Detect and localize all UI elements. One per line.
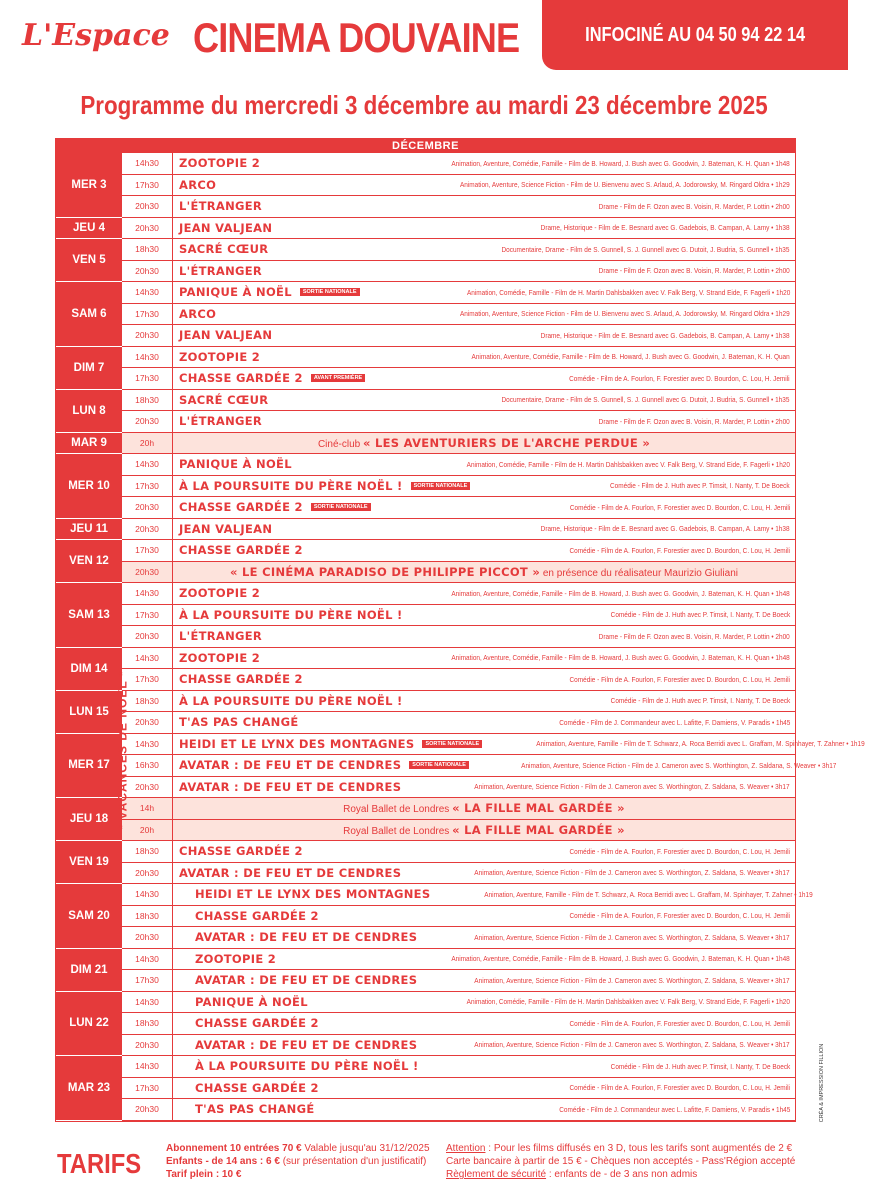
showtime: 18h30 [122,239,173,260]
film-info: Animation, Aventure, Science Fiction - Film de J. Cameron avec S. Worthington, Z. Saldana, S. Weaver • 3h17 [474,1040,790,1050]
showtime-row [122,1056,795,1078]
showtime-row [122,863,795,885]
film-title: L'ÉTRANGER [179,199,263,214]
film-title: À LA POURSUITE DU PÈRE NOËL ! [195,1059,419,1074]
carte-note: Carte bancaire à partir de 15 € - Chèques non acceptés - Pass'Région accepté [446,1156,796,1167]
film-title: JEAN VALJEAN [179,220,273,235]
special-event [173,801,795,815]
release-badge: SORTIE NATIONALE [422,740,482,748]
film-info: Drame - Film de F. Ozon avec B. Voisin, R. Marder, P. Lottin • 2h00 [598,631,790,641]
vacances-text: * VACANCES DE NOËL * [115,670,130,830]
film-info: Comédie - Film de J. Huth avec P. Timsit, I. Nanty, T. De Boeck [610,481,790,491]
film-info: Drame, Historique - Film de E. Besnard avec G. Gadebois, B. Campan, A. Lamy • 1h38 [540,330,790,340]
schedule-table [55,138,865,1122]
film-info: Documentaire, Drame - Film de S. Gunnell, S. J. Gunnell avec G. Dutoit, J. Budria, S. Gunnell • 1h35 [501,395,790,405]
film-title: AVATAR : DE FEU ET DE CENDRES [195,1037,418,1052]
showtime-row [122,218,795,240]
espace-logo-text: L'Espace [22,18,170,53]
day-label: MER 3 [56,153,122,218]
film-info: Comédie - Film de J. Commandeur avec L. Lafitte, F. Damiens, V. Paradis • 1h45 [558,1104,790,1114]
film-info: Comédie - Film de J. Huth avec P. Timsit, I. Nanty, T. De Boeck [610,696,790,706]
film-title: SACRÉ CŒUR [179,242,269,257]
film-title: T'AS PAS CHANGÉ [179,715,299,730]
special-event-prefix: Royal Ballet de Londres [343,825,453,837]
day-label: DIM 7 [56,347,122,390]
programme-title: Programme du mercredi 3 décembre au mardi 23 décembre 2025 [80,90,768,120]
film-title: T'AS PAS CHANGÉ [195,1102,315,1117]
showtime-row [122,347,795,369]
showtime-row [122,798,795,820]
film-info: Animation, Comédie, Famille - Film de H. Martin Dahlsbakken avec V. Falk Berg, V. Strand Eide, F. Fagerli • 1h20 [466,287,790,297]
showtime: 17h30 [122,970,173,991]
showtime-row [122,992,795,1014]
showtime: 17h30 [122,605,173,626]
showtime: 17h30 [122,540,173,561]
film-info: Animation, Aventure, Science Fiction - Film de J. Cameron avec S. Worthington, Z. Saldana, S. Weaver • 3h17 [521,760,837,770]
film-info: Animation, Aventure, Science Fiction - Film de U. Bienvenu avec S. Arlaud, A. Jodorowsky, M. Ringard Oldra • 1h29 [460,180,790,190]
release-badge: SORTIE NATIONALE [311,503,371,511]
showtime: 17h30 [122,304,173,325]
showtime: 14h30 [122,347,173,368]
showtime: 16h30 [122,755,173,776]
film-title: AVATAR : DE FEU ET DE CENDRES [195,930,418,945]
showtime-row [122,261,795,283]
film-title: HEIDI ET LE LYNX DES MONTAGNES [179,736,415,751]
film-info: Animation, Aventure, Famille - Film de T. Schwarz, A. Roca Berridi avec L. Graffam, M. Spinhayer, T. Zahner • 1h19 [484,889,814,899]
film-info: Drame - Film de F. Ozon avec B. Voisin, R. Marder, P. Lottin • 2h00 [598,201,790,211]
film-title: L'ÉTRANGER [179,263,263,278]
film-info: Comédie - Film de A. Fourlon, F. Forestier avec D. Bourdon, C. Lou, H. Jemili [569,373,790,383]
showtime: 14h30 [122,454,173,475]
showtime-row [122,755,837,777]
special-event-prefix: Royal Ballet de Londres [343,804,453,816]
showtime-row [122,1099,795,1121]
showtime-row [122,239,795,261]
showtime: 17h30 [122,175,173,196]
showtime-row [122,497,795,519]
film-info: Animation, Aventure, Comédie, Famille - Film de B. Howard, J. Bush avec G. Goodwin, J. Bateman, K. H. Quan • 1h48 [451,653,790,663]
showtime: 20h30 [122,777,173,798]
film-title: AVATAR : DE FEU ET DE CENDRES [195,973,418,988]
showtime-row [122,626,795,648]
vacances-gap [173,906,193,927]
infocine-banner [542,0,848,70]
special-event [173,823,795,837]
showtime: 20h30 [122,261,173,282]
showtime: 20h [122,433,173,454]
tarifs-notes [446,1142,795,1181]
film-info: Animation, Aventure, Science Fiction - Film de J. Cameron avec S. Worthington, Z. Saldana, S. Weaver • 3h17 [474,932,790,942]
film-title: AVATAR : DE FEU ET DE CENDRES [179,758,402,773]
special-event-title: « LA FILLE MAL GARDÉE » [452,801,625,816]
showtime: 20h30 [122,562,173,583]
special-event [173,436,795,450]
day-label: JEU 11 [56,519,122,541]
film-info: Drame - Film de F. Ozon avec B. Voisin, R. Marder, P. Lottin • 2h00 [598,266,790,276]
day-label: JEU 18 [56,798,122,841]
day-label: MAR 23 [56,1056,122,1121]
day-label: LUN 15 [56,691,122,734]
tarif-abonnement: Abonnement 10 entrées 70 € Valable jusqu'au 31/12/2025 [166,1143,430,1154]
showtime: 14h30 [122,153,173,174]
film-title: JEAN VALJEAN [179,328,273,343]
film-info: Comédie - Film de A. Fourlon, F. Forestier avec D. Bourdon, C. Lou, H. Jemili [569,846,790,856]
film-title: À LA POURSUITE DU PÈRE NOËL ! [179,478,403,493]
film-info: Comédie - Film de A. Fourlon, F. Forestier avec D. Bourdon, C. Lou, H. Jemili [569,1083,790,1093]
film-title: PANIQUE À NOËL [179,457,292,472]
day-label: MER 17 [56,734,122,799]
showtime: 18h30 [122,691,173,712]
film-info: Drame, Historique - Film de E. Besnard avec G. Gadebois, B. Campan, A. Lamy • 1h38 [540,223,790,233]
vacances-gap [173,1056,193,1077]
day-label: MER 10 [56,454,122,519]
showtime: 18h30 [122,390,173,411]
release-badge: SORTIE NATIONALE [411,482,471,490]
showtime: 20h30 [122,712,173,733]
showtime: 20h30 [122,1099,173,1120]
film-title: L'ÉTRANGER [179,414,263,429]
day-label: VEN 19 [56,841,122,884]
film-title: CHASSE GARDÉE 2 [179,672,303,687]
film-info: Drame, Historique - Film de E. Besnard avec G. Gadebois, B. Campan, A. Lamy • 1h38 [540,524,790,534]
showtime: 20h30 [122,497,173,518]
film-title: ZOOTOPIE 2 [179,586,261,601]
film-info: Drame - Film de F. Ozon avec B. Voisin, R. Marder, P. Lottin • 2h00 [598,416,790,426]
film-info: Animation, Aventure, Science Fiction - Film de J. Cameron avec S. Worthington, Z. Saldana, S. Weaver • 3h17 [474,782,790,792]
showtime: 18h30 [122,1013,173,1034]
showtime: 17h30 [122,669,173,690]
showtime-row [122,1078,795,1100]
day-label: LUN 22 [56,992,122,1057]
day-label: LUN 8 [56,390,122,433]
film-title: AVATAR : DE FEU ET DE CENDRES [179,865,402,880]
vacances-gap [173,1035,193,1056]
film-info: Animation, Comédie, Famille - Film de H. Martin Dahlsbakken avec V. Falk Berg, V. Strand Eide, F. Fagerli • 1h20 [466,459,790,469]
showtime-row [122,927,795,949]
showtime: 14h30 [122,949,173,970]
showtime-row [122,562,795,584]
day-label: JEU 4 [56,218,122,240]
film-info: Comédie - Film de A. Fourlon, F. Forestier avec D. Bourdon, C. Lou, H. Jemili [569,545,790,555]
day-label: SAM 6 [56,282,122,347]
day-label: MAR 9 [56,433,122,455]
film-title: HEIDI ET LE LYNX DES MONTAGNES [195,887,431,902]
vacances-gap [173,1078,193,1099]
vacances-gap [173,884,193,905]
film-title: ZOOTOPIE 2 [179,156,261,171]
showtime-row [122,841,795,863]
film-info: Comédie - Film de A. Fourlon, F. Forestier avec D. Bourdon, C. Lou, H. Jemili [569,1018,790,1028]
film-title: ARCO [179,306,217,321]
showtime-row [122,476,795,498]
day-label: VEN 12 [56,540,122,583]
showtime: 20h30 [122,626,173,647]
day-label: DIM 14 [56,648,122,691]
vacances-gap [173,970,193,991]
film-info: Comédie - Film de J. Commandeur avec L. Lafitte, F. Damiens, V. Paradis • 1h45 [558,717,790,727]
showtime: 14h30 [122,583,173,604]
special-event-suffix: en présence du réalisateur Maurizio Giuliani [540,567,738,579]
film-info: Comédie - Film de J. Huth avec P. Timsit, I. Nanty, T. De Boeck [610,1061,790,1071]
film-title: L'ÉTRANGER [179,629,263,644]
showtime-row [122,304,795,326]
film-info: Animation, Aventure, Science Fiction - Film de U. Bienvenu avec S. Arlaud, A. Jodorowsky, M. Ringard Oldra • 1h29 [460,309,790,319]
film-title: À LA POURSUITE DU PÈRE NOËL ! [179,607,403,622]
showtime: 17h30 [122,368,173,389]
cinema-name: CINEMA DOUVAINE [193,14,520,61]
film-title: PANIQUE À NOËL [179,285,292,300]
film-info: Animation, Comédie, Famille - Film de H. Martin Dahlsbakken avec V. Falk Berg, V. Strand Eide, F. Fagerli • 1h20 [466,997,790,1007]
showtime-row [122,669,795,691]
month-header: DÉCEMBRE [56,139,795,153]
film-title: PANIQUE À NOËL [195,994,308,1009]
showtime-row [122,949,795,971]
showtime: 20h30 [122,863,173,884]
showtime-row [122,1013,795,1035]
film-info: Comédie - Film de A. Fourlon, F. Forestier avec D. Bourdon, C. Lou, H. Jemili [569,502,790,512]
film-info: Animation, Aventure, Science Fiction - Film de J. Cameron avec S. Worthington, Z. Saldana, S. Weaver • 3h17 [474,975,790,985]
showtime: 14h30 [122,884,173,905]
film-title: CHASSE GARDÉE 2 [195,908,319,923]
film-title: AVATAR : DE FEU ET DE CENDRES [179,779,402,794]
film-info: Animation, Aventure, Comédie, Famille - Film de B. Howard, J. Bush avec G. Goodwin, J. Bateman, K. H. Quan • 1h48 [451,588,790,598]
day-label: VEN 5 [56,239,122,282]
film-title: À LA POURSUITE DU PÈRE NOËL ! [179,693,403,708]
showtime: 14h30 [122,992,173,1013]
showtime: 20h [122,820,173,841]
special-event-title: « LE CINÉMA PARADISO DE PHILIPPE PICCOT » [230,564,541,579]
showtime-row [122,153,795,175]
film-title: ARCO [179,177,217,192]
film-info: Comédie - Film de A. Fourlon, F. Forestier avec D. Bourdon, C. Lou, H. Jemili [569,911,790,921]
showtime-row [122,540,795,562]
film-title: SACRÉ CŒUR [179,392,269,407]
showtime: 20h30 [122,218,173,239]
film-info: Animation, Aventure, Comédie, Famille - Film de B. Howard, J. Bush avec G. Goodwin, J. Bateman, K. H. Quan • 1h48 [451,954,790,964]
day-label: SAM 13 [56,583,122,648]
film-info: Documentaire, Drame - Film de S. Gunnell, S. J. Gunnell avec G. Dutoit, J. Budria, S. Gunnell • 1h35 [501,244,790,254]
showtime-row [122,884,814,906]
film-info: Comédie - Film de A. Fourlon, F. Forestier avec D. Bourdon, C. Lou, H. Jemili [569,674,790,684]
showtime-row [122,519,795,541]
release-badge: SORTIE NATIONALE [300,288,360,296]
special-event-prefix: Ciné-club [317,438,363,450]
showtime-row [122,175,795,197]
showtime-row [122,411,795,433]
showtime: 18h30 [122,841,173,862]
showtime-row [122,368,795,390]
film-title: ZOOTOPIE 2 [195,951,277,966]
film-title: CHASSE GARDÉE 2 [179,500,303,515]
showtime-row [122,734,865,756]
film-info: Animation, Aventure, Famille - Film de T. Schwarz, A. Roca Berridi avec L. Graffam, M. Spinhayer, T. Zahner • 1h19 [536,739,865,749]
vacances-gap [173,992,193,1013]
film-title: JEAN VALJEAN [179,521,273,536]
film-title: ZOOTOPIE 2 [179,650,261,665]
showtime: 17h30 [122,476,173,497]
special-event-title: « LES AVENTURIERS DE L'ARCHE PERDUE » [362,435,651,450]
showtime-row [122,325,795,347]
tarifs-prices [166,1142,430,1181]
film-title: ZOOTOPIE 2 [179,349,261,364]
showtime-row [122,433,795,455]
showtime: 17h30 [122,1078,173,1099]
film-info: Animation, Aventure, Comédie, Famille - Film de B. Howard, J. Bush avec G. Goodwin, J. Bateman, K. H. Quan [471,352,790,362]
film-info: Animation, Aventure, Comédie, Famille - Film de B. Howard, J. Bush avec G. Goodwin, J. Bateman, K. H. Quan • 1h48 [451,158,790,168]
showtime: 14h30 [122,734,173,755]
showtime-row [122,712,795,734]
vacances-gap [173,927,193,948]
showtime: 14h30 [122,648,173,669]
showtime-row [122,196,795,218]
film-title: CHASSE GARDÉE 2 [179,844,303,859]
vacances-gap [173,1013,193,1034]
showtime: 20h30 [122,1035,173,1056]
showtime-row [122,390,795,412]
showtime-row [122,583,795,605]
showtime-row [122,970,795,992]
showtime: 20h30 [122,927,173,948]
showtime-row [122,820,795,842]
special-event-title: « LA FILLE MAL GARDÉE » [452,822,625,837]
film-title: CHASSE GARDÉE 2 [195,1016,319,1031]
film-title: CHASSE GARDÉE 2 [179,543,303,558]
attention-note: Attention : Pour les films diffusés en 3 D, tous les tarifs sont augmentés de 2 € [446,1143,793,1154]
showtime-row [122,454,795,476]
showtime-row [122,906,795,928]
day-label: SAM 20 [56,884,122,949]
showtime: 14h30 [122,282,173,303]
day-label: DIM 21 [56,949,122,992]
release-badge: AVANT PREMIÈRE [311,374,365,382]
tarif-plein: Tarif plein : 10 € [166,1169,242,1180]
showtime-row [122,605,795,627]
showtime: 20h30 [122,196,173,217]
showtime: 20h30 [122,519,173,540]
showtime: 14h [122,798,173,819]
infocine-phone: INFOCINÉ AU 04 50 94 22 14 [585,23,805,46]
showtime: 14h30 [122,1056,173,1077]
release-badge: SORTIE NATIONALE [409,761,469,769]
securite-note: Règlement de sécurité : enfants de - de 3 ans non admis [446,1169,698,1180]
showtime: 18h30 [122,906,173,927]
film-info: Animation, Aventure, Science Fiction - Film de J. Cameron avec S. Worthington, Z. Saldana, S. Weaver • 3h17 [474,868,790,878]
film-title: CHASSE GARDÉE 2 [179,371,303,386]
showtime: 20h30 [122,411,173,432]
special-event [173,565,795,579]
tarif-enfants: Enfants - de 14 ans : 6 € (sur présentation d'un justificatif) [166,1156,427,1167]
film-info: Comédie - Film de J. Huth avec P. Timsit, I. Nanty, T. De Boeck [610,610,790,620]
showtime-row [122,282,795,304]
showtime-row [122,777,795,799]
tarifs-label: TARIFS [57,1148,142,1179]
showtime-row [122,1035,795,1057]
vacances-gap [173,949,193,970]
showtime-row [122,691,795,713]
showtime-row [122,648,795,670]
vacances-gap [173,1099,193,1120]
film-title: CHASSE GARDÉE 2 [195,1080,319,1095]
showtime: 20h30 [122,325,173,346]
